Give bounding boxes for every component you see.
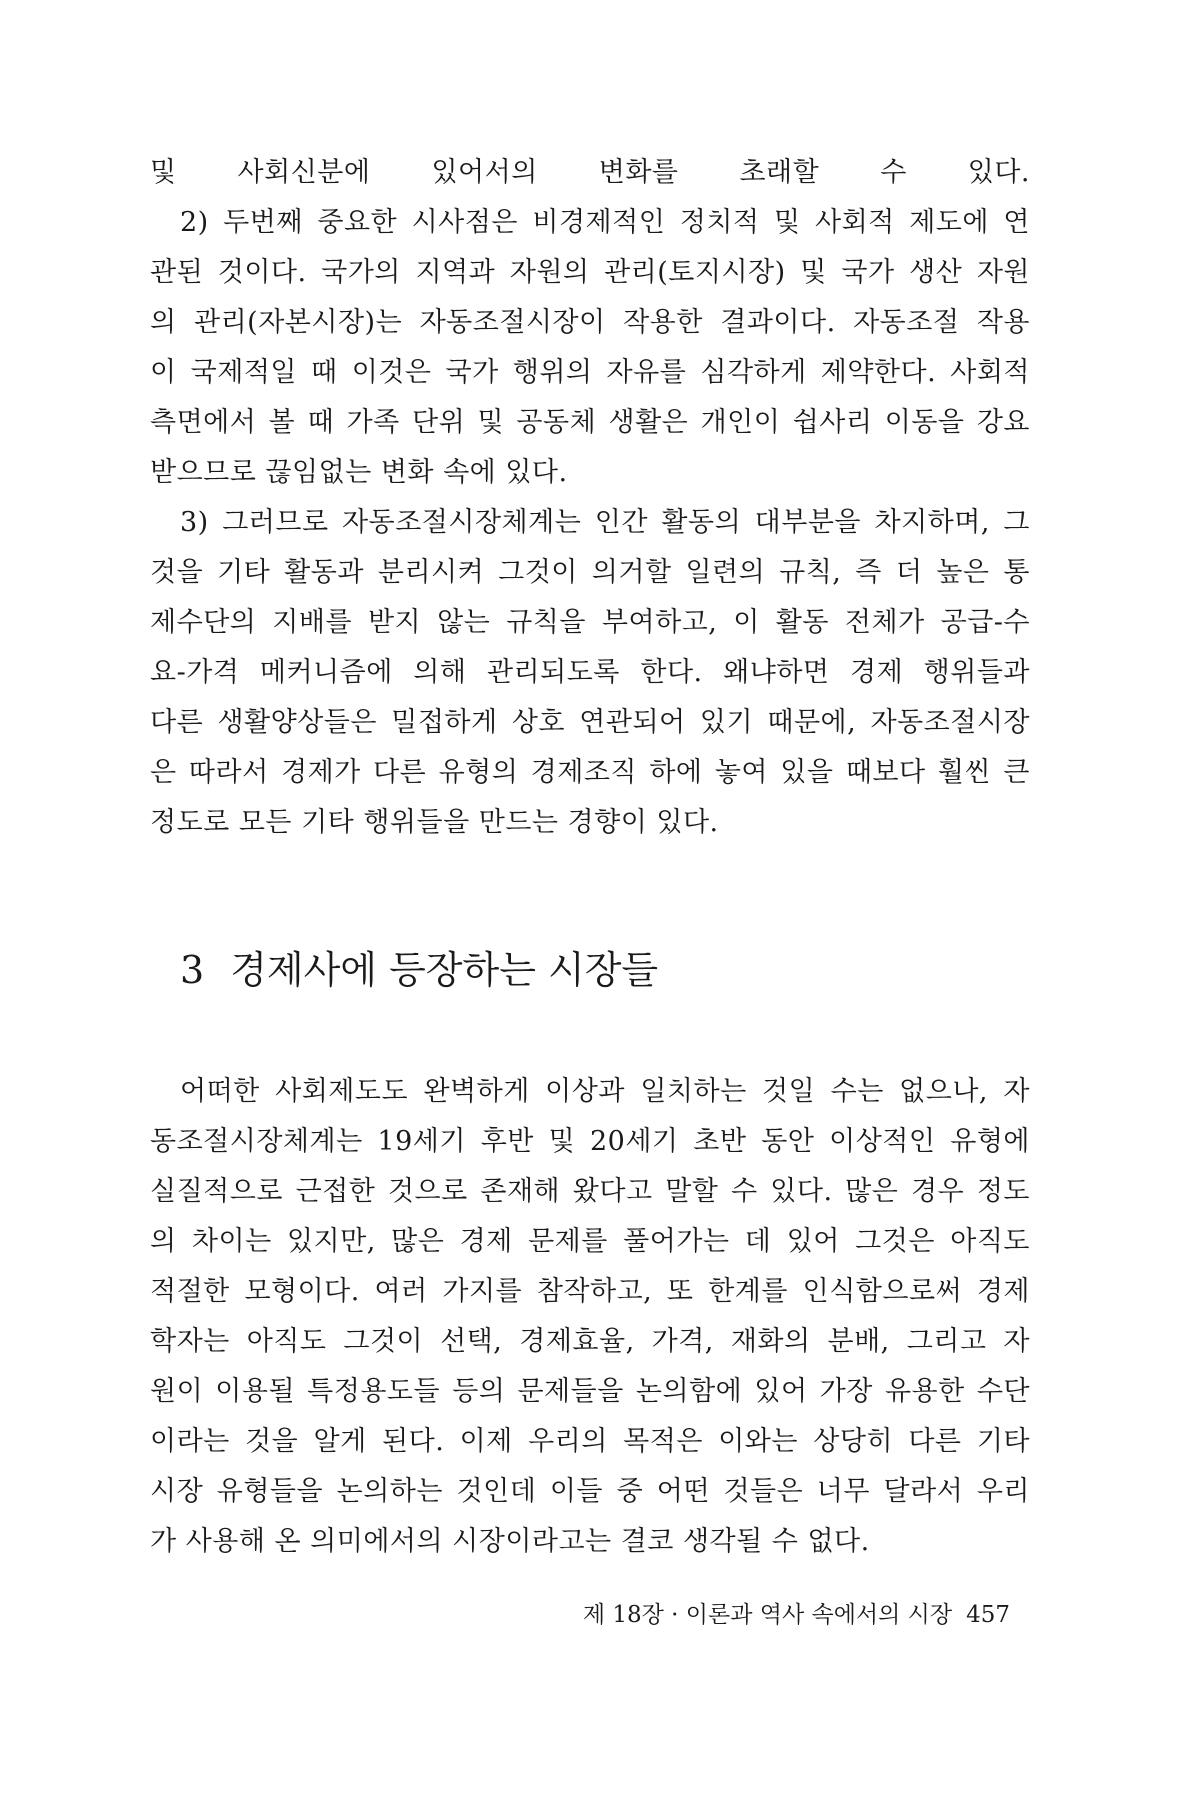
section-title: 경제사에 등장하는 시장들 (230, 948, 659, 992)
text-line: 가 사용해 온 의미에서의 시장이라고는 결코 생각될 수 없다. (150, 1526, 870, 1557)
chapter-title: 제 18장 · 이론과 역사 속에서의 시장 (582, 1602, 953, 1628)
text-line: 요-가격 메커니즘에 의해 관리되도록 한다. 왜냐하면 경제 행위들과 (150, 657, 1030, 688)
body-text-bottom (150, 1067, 1030, 1567)
text-line: 적절한 모형이다. 여러 가지를 참작하고, 또 한계를 인식함으로써 경제 (150, 1276, 1030, 1307)
text-line: 및 사회신분에 있어서의 변화를 초래할 수 있다. (150, 157, 1030, 188)
section-heading (180, 940, 658, 1000)
text-line: 시장 유형들을 논의하는 것인데 이들 중 어떤 것들은 너무 달라서 우리 (150, 1476, 1030, 1507)
text-line: 측면에서 볼 때 가족 단위 및 공동체 생활은 개인이 쉽사리 이동을 강요 (150, 407, 1030, 438)
text-line: 2) 두번째 중요한 시사점은 비경제적인 정치적 및 사회적 제도에 연 (180, 207, 1030, 238)
text-line: 받으므로 끊임없는 변화 속에 있다. (150, 457, 568, 488)
text-line: 3) 그러므로 자동조절시장체계는 인간 활동의 대부분을 차지하며, 그 (180, 507, 1030, 538)
text-line: 이라는 것을 알게 된다. 이제 우리의 목적은 이와는 상당히 다른 기타 (150, 1426, 1030, 1457)
text-line: 은 따라서 경제가 다른 유형의 경제조직 하에 놓여 있을 때보다 훨씬 큰 (150, 757, 1030, 788)
text-line: 제수단의 지배를 받지 않는 규칙을 부여하고, 이 활동 전체가 공급-수 (150, 607, 1030, 638)
text-line: 정도로 모든 기타 행위들을 만드는 경향이 있다. (150, 807, 719, 838)
text-line: 동조절시장체계는 19세기 후반 및 20세기 초반 동안 이상적인 유형에 (150, 1126, 1030, 1157)
text-line: 학자는 아직도 그것이 선택, 경제효율, 가격, 재화의 분배, 그리고 자 (150, 1326, 1030, 1357)
text-line: 의 차이는 있지만, 많은 경제 문제를 풀어가는 데 있어 그것은 아직도 (150, 1226, 1030, 1257)
text-line: 것을 기타 활동과 분리시켜 그것이 의거할 일련의 규칙, 즉 더 높은 통 (150, 557, 1030, 588)
running-footer (560, 1598, 1010, 1632)
text-line: 실질적으로 근접한 것으로 존재해 왔다고 말할 수 있다. 많은 경우 정도 (150, 1176, 1030, 1207)
text-line: 다른 생활양상들은 밀접하게 상호 연관되어 있기 때문에, 자동조절시장 (150, 707, 1030, 738)
section-number: 3 (180, 948, 205, 992)
page-number: 457 (966, 1602, 1010, 1628)
text-line: 관된 것이다. 국가의 지역과 자원의 관리(토지시장) 및 국가 생산 자원 (150, 257, 1030, 288)
text-line: 어떠한 사회제도도 완벽하게 이상과 일치하는 것일 수는 없으나, 자 (180, 1076, 1030, 1107)
text-line: 이 국제적일 때 이것은 국가 행위의 자유를 심각하게 제약한다. 사회적 (150, 357, 1030, 388)
body-text-top (150, 148, 1030, 848)
text-line: 원이 이용될 특정용도들 등의 문제들을 논의함에 있어 가장 유용한 수단 (150, 1376, 1030, 1407)
text-line: 의 관리(자본시장)는 자동조절시장이 작용한 결과이다. 자동조절 작용 (150, 307, 1030, 338)
